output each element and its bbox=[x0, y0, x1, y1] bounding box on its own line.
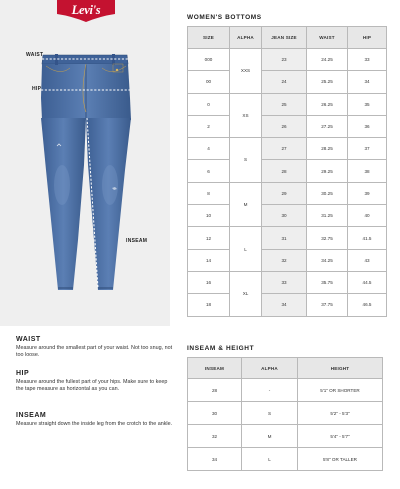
waist-definition-title: WAIST bbox=[16, 336, 41, 343]
table-row bbox=[188, 182, 387, 204]
table-row bbox=[188, 294, 387, 316]
hip-definition-text: Measure around the fullest part of your hips. Make sure to keep the tape measure as horizontal as you can. bbox=[16, 379, 168, 393]
inseam-cell: 28 bbox=[188, 379, 242, 402]
waist-cell: 25.25 bbox=[307, 71, 348, 93]
waist-cell: 24.25 bbox=[307, 49, 348, 71]
table-row bbox=[188, 402, 383, 425]
hip-cell: 38 bbox=[348, 160, 387, 182]
waist-cell: 31.25 bbox=[307, 205, 348, 227]
hip-cell: 40 bbox=[348, 205, 387, 227]
size-cell: 0 bbox=[188, 93, 230, 115]
hip-measure-label: HIP bbox=[32, 86, 42, 92]
size-cell: 16 bbox=[188, 271, 230, 293]
column-header: HEIGHT bbox=[298, 358, 383, 379]
alpha-cell: XXS bbox=[230, 49, 262, 94]
size-cell: 8 bbox=[188, 182, 230, 204]
jeans-illustration bbox=[0, 0, 170, 326]
table-row bbox=[188, 71, 387, 93]
size-cell: 00 bbox=[188, 71, 230, 93]
table-row bbox=[188, 271, 387, 293]
hip-cell: 36 bbox=[348, 115, 387, 137]
hip-cell: 37 bbox=[348, 138, 387, 160]
jean-size-cell: 31 bbox=[262, 227, 307, 249]
inseam-title: INSEAM & HEIGHT bbox=[187, 345, 255, 352]
size-cell: 10 bbox=[188, 205, 230, 227]
alpha-cell: M bbox=[230, 182, 262, 227]
hip-cell: 33 bbox=[348, 49, 387, 71]
column-header: HIP bbox=[348, 27, 387, 49]
inseam-height-table bbox=[187, 357, 383, 471]
hip-cell: 41.5 bbox=[348, 227, 387, 249]
alpha-cell: S bbox=[230, 138, 262, 183]
size-cell: 14 bbox=[188, 249, 230, 271]
jean-size-cell: 29 bbox=[262, 182, 307, 204]
alpha-cell: L bbox=[242, 448, 298, 471]
waist-cell: 28.25 bbox=[307, 138, 348, 160]
waist-cell: 34.25 bbox=[307, 249, 348, 271]
waist-cell: 32.75 bbox=[307, 227, 348, 249]
size-cell: 4 bbox=[188, 138, 230, 160]
jean-size-cell: 25 bbox=[262, 93, 307, 115]
table-row bbox=[188, 205, 387, 227]
brand-logo bbox=[57, 0, 115, 22]
hip-cell: 44.5 bbox=[348, 271, 387, 293]
hip-definition-title: HIP bbox=[16, 370, 30, 377]
inseam-definition-text: Measure straight down the inside leg from the crotch to the ankle. bbox=[16, 421, 173, 427]
column-header: ALPHA bbox=[230, 27, 262, 49]
size-cell: 000 bbox=[188, 49, 230, 71]
inseam-cell: 34 bbox=[188, 448, 242, 471]
inseam-definition-title: INSEAM bbox=[16, 412, 47, 419]
table-row bbox=[188, 115, 387, 137]
alpha-cell: S bbox=[242, 402, 298, 425]
table-row bbox=[188, 249, 387, 271]
alpha-cell: XL bbox=[230, 271, 262, 316]
jean-size-cell: 28 bbox=[262, 160, 307, 182]
column-header: JEAN SIZE bbox=[262, 27, 307, 49]
hip-cell: 39 bbox=[348, 182, 387, 204]
bottoms-size-table bbox=[187, 26, 387, 317]
inseam-cell: 32 bbox=[188, 425, 242, 448]
brand-logo-text: Levi's bbox=[71, 3, 101, 17]
column-header: SIZE bbox=[188, 27, 230, 49]
column-header: ALPHA bbox=[242, 358, 298, 379]
height-cell: 5'1" OR SHORTER bbox=[298, 379, 383, 402]
table-row bbox=[188, 227, 387, 249]
waist-definition-text: Measure around the smallest part of your waist. Not too snug, not too loose. bbox=[16, 345, 173, 359]
alpha-cell: XS bbox=[230, 93, 262, 138]
jean-size-cell: 34 bbox=[262, 294, 307, 316]
inseam-measure-label: INSEAM bbox=[126, 238, 148, 244]
jeans-illustration-panel bbox=[0, 0, 170, 326]
height-cell: 5'8" OR TALLER bbox=[298, 448, 383, 471]
jean-size-cell: 33 bbox=[262, 271, 307, 293]
waist-cell: 29.25 bbox=[307, 160, 348, 182]
jean-size-cell: 27 bbox=[262, 138, 307, 160]
size-cell: 6 bbox=[188, 160, 230, 182]
waist-measure-label: WAIST bbox=[26, 52, 44, 58]
waist-cell: 35.75 bbox=[307, 271, 348, 293]
waist-cell: 27.25 bbox=[307, 115, 348, 137]
column-header: WAIST bbox=[307, 27, 348, 49]
column-header: INSEAM bbox=[188, 358, 242, 379]
height-cell: 5'2" - 5'3" bbox=[298, 402, 383, 425]
jean-size-cell: 30 bbox=[262, 205, 307, 227]
waist-cell: 26.25 bbox=[307, 93, 348, 115]
jean-size-cell: 32 bbox=[262, 249, 307, 271]
bottoms-title: WOMEN'S BOTTOMS bbox=[187, 14, 262, 21]
alpha-cell: - bbox=[242, 379, 298, 402]
table-row bbox=[188, 138, 387, 160]
table-row bbox=[188, 93, 387, 115]
height-cell: 5'4" - 5'7" bbox=[298, 425, 383, 448]
inseam-cell: 30 bbox=[188, 402, 242, 425]
waist-cell: 30.25 bbox=[307, 182, 348, 204]
jean-size-cell: 24 bbox=[262, 71, 307, 93]
hip-cell: 34 bbox=[348, 71, 387, 93]
size-cell: 12 bbox=[188, 227, 230, 249]
table-row bbox=[188, 425, 383, 448]
waist-cell: 37.75 bbox=[307, 294, 348, 316]
table-row bbox=[188, 448, 383, 471]
table-row bbox=[188, 49, 387, 71]
table-row bbox=[188, 379, 383, 402]
size-cell: 2 bbox=[188, 115, 230, 137]
hip-cell: 46.5 bbox=[348, 294, 387, 316]
size-cell: 18 bbox=[188, 294, 230, 316]
jean-size-cell: 23 bbox=[262, 49, 307, 71]
hip-cell: 43 bbox=[348, 249, 387, 271]
alpha-cell: L bbox=[230, 227, 262, 272]
hip-cell: 35 bbox=[348, 93, 387, 115]
table-row bbox=[188, 160, 387, 182]
alpha-cell: M bbox=[242, 425, 298, 448]
jean-size-cell: 26 bbox=[262, 115, 307, 137]
